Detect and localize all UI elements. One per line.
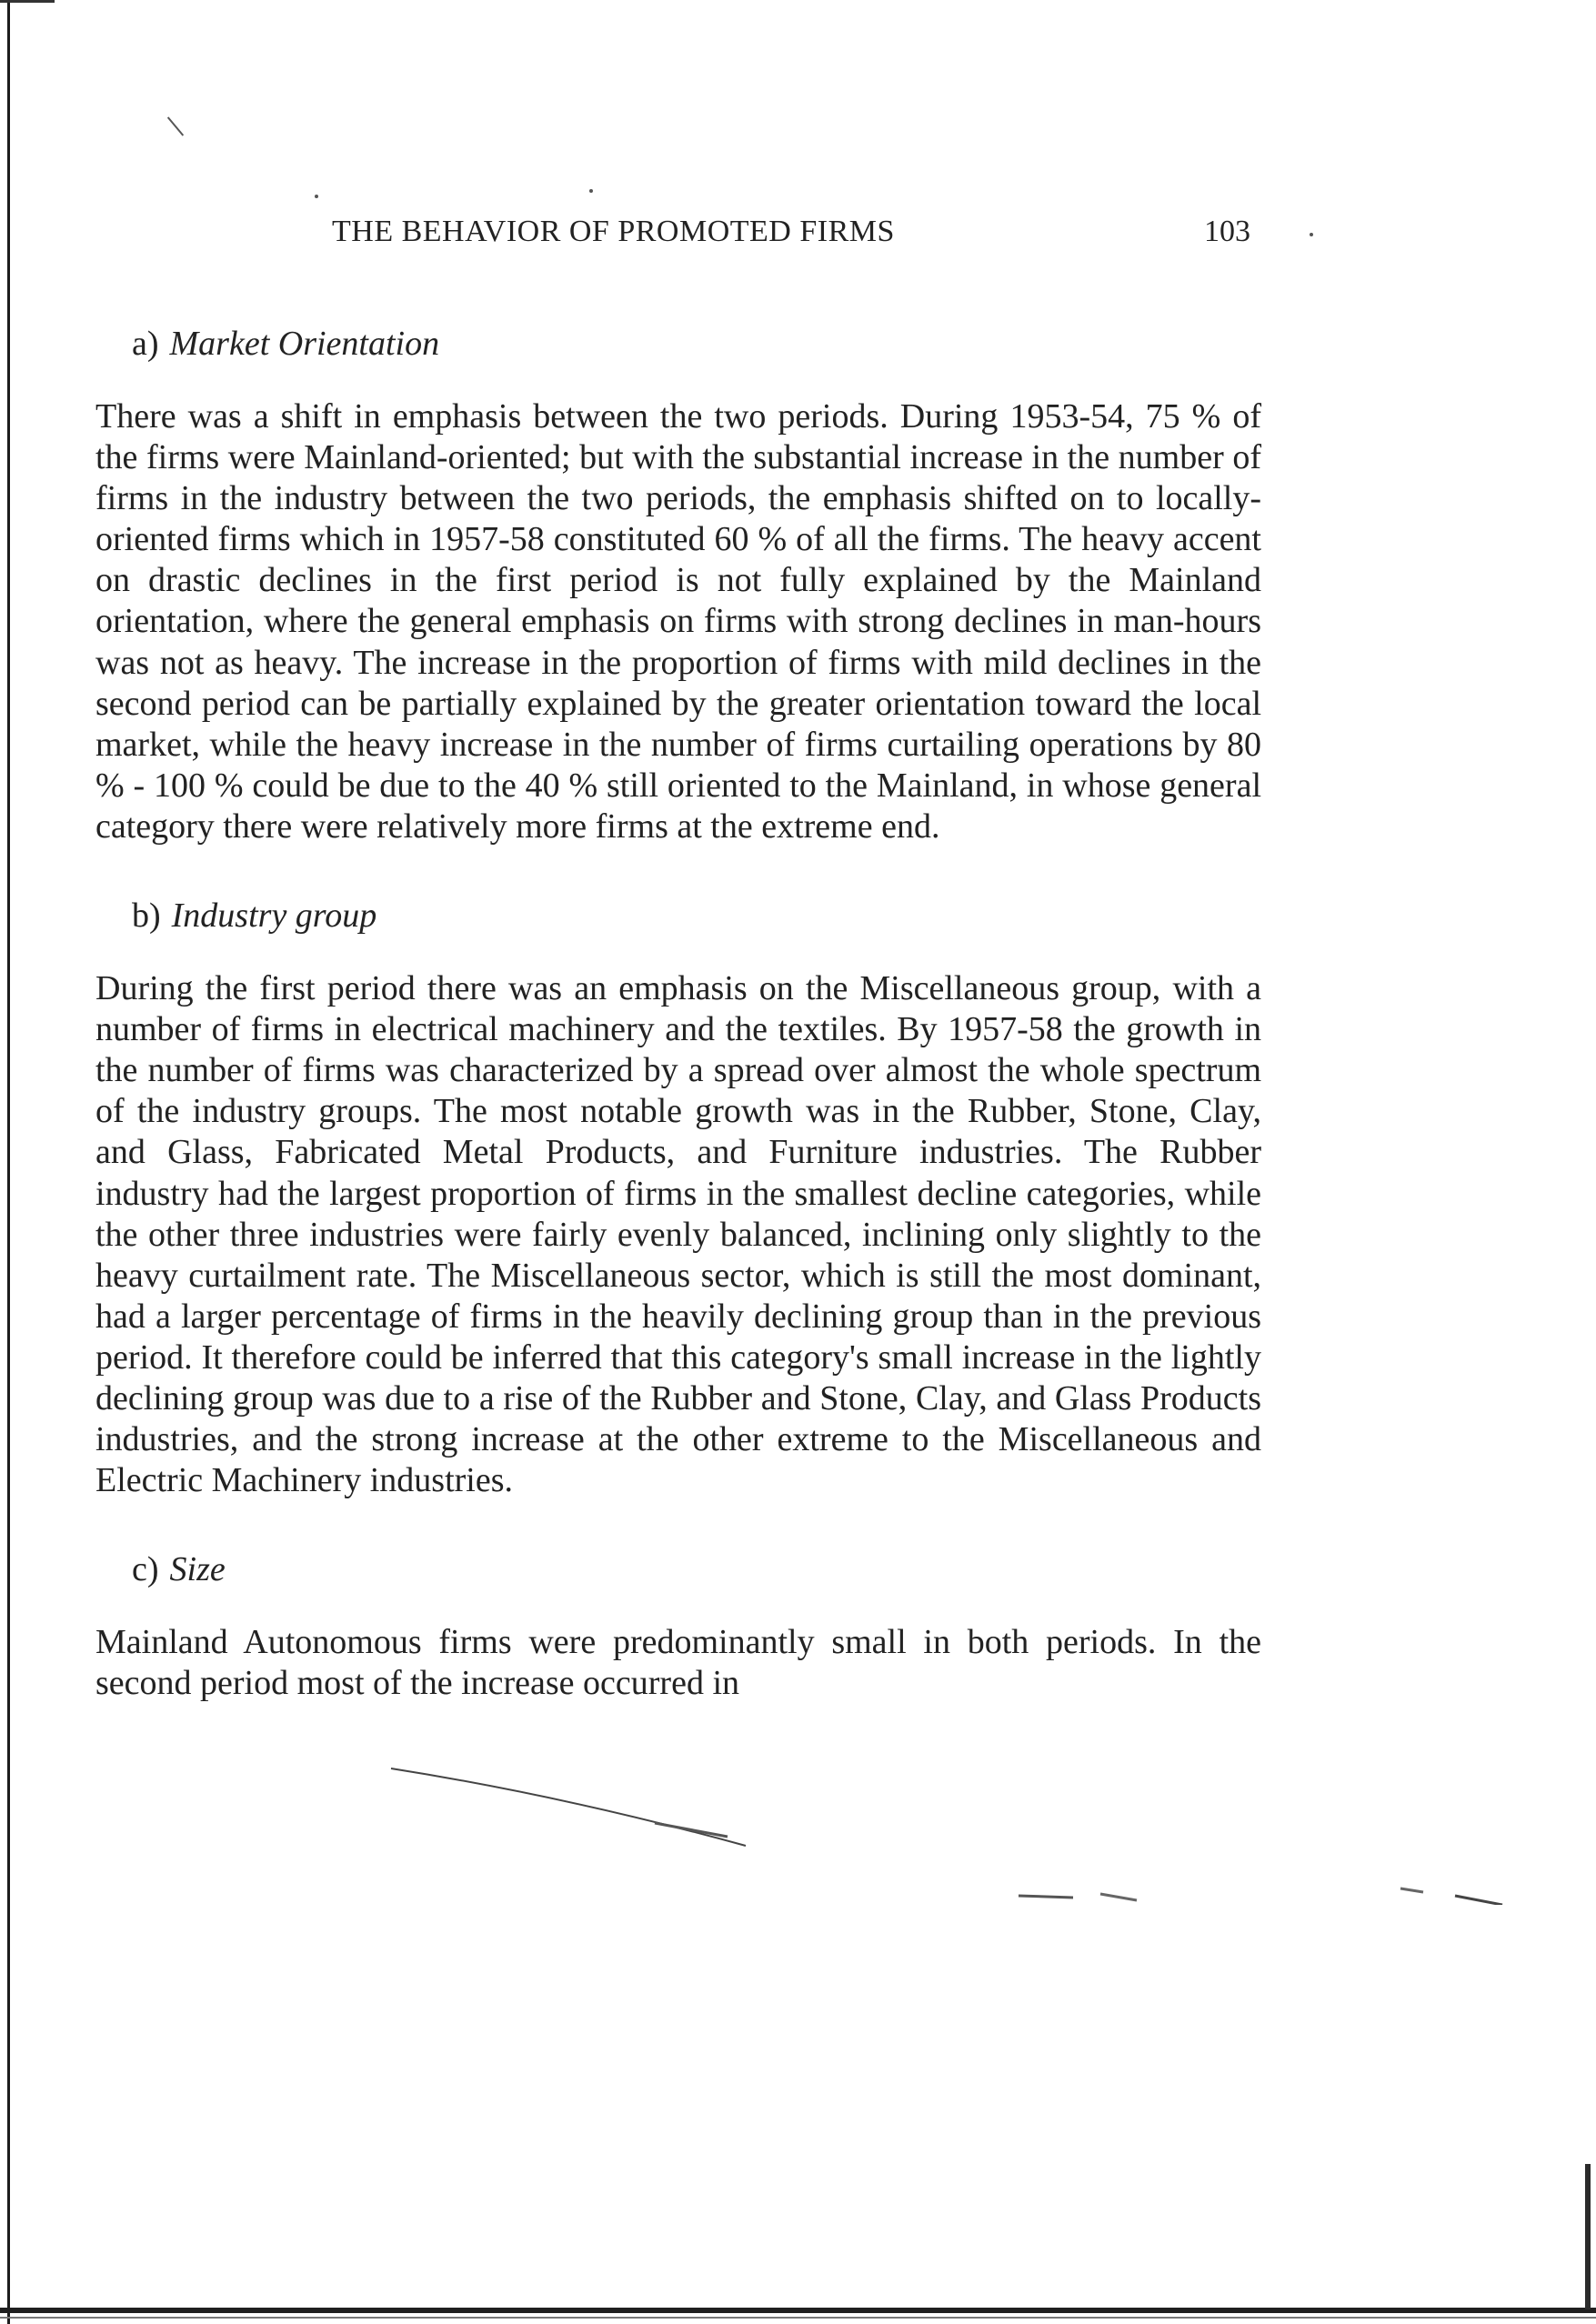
section-paragraph: During the first period there was an emphasis on the Miscellaneous group, with a number of firms in electrical machinery and the textiles. By 1957-58 the growth in the number of firms was characterized by a spread over almost the whole spectrum of the industry groups. The most notable growth was in the Rubber, Stone, Clay, and Glass, Fabricated Metal Products, and Furniture industries. The Rubber industry had the largest proportion of firms in the smallest decline categories, while the other three industries were fairly evenly balanced, inclining only slightly to the heavy curtailment rate. The Miscellaneous sector, which is still the most dominant, had a larger percentage of firms in the heavily declining group than in the previous period. It therefore could be inferred that this category's small increase in the lightly declining group was due to a rise of the Rubber and Stone, Clay, and Glass Products industries, and the strong increase at the other extreme to the Miscellaneous and Electric Machinery industries.	[95, 969, 1261, 1500]
scan-border-top	[0, 0, 55, 3]
section-paragraph: There was a shift in emphasis between the two periods. During 1953-54, 75 % of the firms were Mainland-oriented; but with the substantial increase in the number of firms in the industry between the two periods, the emphasis shifted on to locally-oriented firms which in 1957-58 constituted 60 % of all the firms. The heavy accent on drastic declines in the first period is not fully explained by the Mainland orientation, where the general emphasis on firms with strong declines in man-hours was not as heavy. The increase in the proportion of firms with mild declines in the second period can be partially explained by the greater orientation toward the local market, while the heavy increase in the number of firms curtailing operations by 80 % - 100 % could be due to the 40 % still oriented to the Mainland, in whose general category there were relatively more firms at the extreme end.	[95, 397, 1261, 846]
page-header	[323, 215, 1250, 260]
section-paragraph: Mainland Autonomous firms were predominantly small in both periods. In the second period most of the increase occurred in	[95, 1623, 1261, 1703]
scan-mark	[167, 116, 184, 135]
running-head: THE BEHAVIOR OF PROMOTED FIRMS	[332, 215, 895, 248]
scan-border-bottom-inner	[0, 2317, 1596, 2319]
pencil-stroke-mark	[382, 1759, 1510, 1905]
scan-dot	[1310, 233, 1313, 236]
section-heading	[132, 1548, 1261, 1590]
scan-border-bottom	[0, 2308, 1596, 2313]
scan-border-left	[7, 0, 10, 2324]
page-body	[95, 323, 1261, 1751]
section-label: a)	[132, 325, 159, 363]
section-heading	[132, 895, 1261, 937]
section-title: Size	[169, 1550, 226, 1589]
section-title: Market Orientation	[169, 325, 440, 363]
section-industry-group	[95, 895, 1261, 1501]
section-label: b)	[132, 897, 161, 936]
section-label: c)	[132, 1550, 159, 1589]
section-heading	[132, 323, 1261, 365]
section-market-orientation	[95, 323, 1261, 847]
scan-dot	[315, 195, 318, 198]
page-number: 103	[1204, 215, 1250, 248]
section-title: Industry group	[171, 897, 377, 936]
scan-border-right	[1585, 2164, 1591, 2309]
section-size	[95, 1548, 1261, 1704]
scan-dot	[589, 189, 593, 193]
